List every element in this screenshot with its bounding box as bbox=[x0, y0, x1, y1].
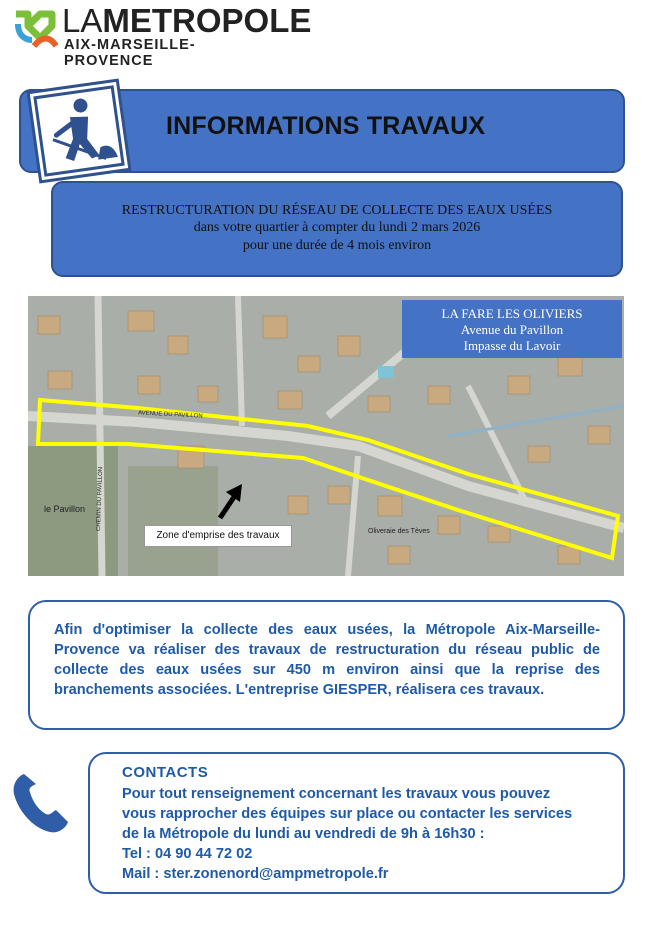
contacts-line1: Pour tout renseignement concernant les travaux vous pouvez bbox=[122, 786, 551, 802]
contacts-title: CONTACTS bbox=[122, 764, 209, 781]
location-street2: Impasse du Lavoir bbox=[463, 338, 561, 353]
logo-la: LA bbox=[62, 2, 103, 39]
contacts-line3: de la Métropole du lundi au vendredi de 9h à 16h30 : bbox=[122, 826, 485, 842]
location-title: LA FARE LES OLIVIERS bbox=[441, 306, 583, 321]
contacts-line2: vous rapprocher des équipes sur place ou contacter les services bbox=[122, 806, 573, 822]
description-text: Afin d'optimiser la collecte des eaux usées, la Métropole Aix-Marseille-Provence va réaliser des travaux de restructuration du réseau public de collecte des eaux usées sur 450 m environ ainsi que la reprise des branchements associées. L'entreprise GIESPER, réalisera ces travaux. bbox=[54, 622, 600, 698]
notice-line2: dans votre quartier à compter du lundi 2 mars 2026 bbox=[193, 220, 481, 235]
metropole-logo-icon bbox=[12, 6, 58, 52]
location-box bbox=[402, 300, 622, 358]
logo-subtitle: AIX-MARSEILLE-PROVENCE bbox=[64, 37, 196, 69]
label-chemin: CHEMIN DU PAVILLON bbox=[95, 466, 105, 532]
location-street1: Avenue du Pavillon bbox=[460, 322, 564, 337]
page-title: INFORMATIONS TRAVAUX bbox=[166, 112, 486, 140]
aerial-map bbox=[28, 296, 624, 576]
metropole-logo bbox=[12, 2, 312, 69]
notice-box bbox=[51, 181, 623, 277]
label-pavillon: le Pavillon bbox=[44, 504, 86, 514]
notice-line1: RESTRUCTURATION DU RÉSEAU DE COLLECTE DES EAUX USÉES bbox=[121, 203, 553, 218]
description-box bbox=[28, 600, 625, 730]
label-avenue: AVENUE DU PAVILLON bbox=[137, 410, 203, 420]
label-oliveraie: Oliveraie des Tèves bbox=[368, 528, 430, 535]
roadwork-sign-icon bbox=[24, 76, 134, 186]
contacts-box bbox=[88, 752, 625, 894]
notice-line3: pour une durée de 4 mois environ bbox=[242, 238, 432, 253]
zone-label: Zone d'emprise des travaux bbox=[144, 525, 292, 547]
phone-icon bbox=[10, 770, 72, 836]
contacts-mail[interactable]: Mail : ster.zonenord@ampmetropole.fr bbox=[122, 866, 389, 882]
contacts-tel[interactable]: Tel : 04 90 44 72 02 bbox=[122, 846, 253, 862]
logo-metropole: METROPOLE bbox=[102, 2, 312, 39]
contacts-body bbox=[122, 784, 602, 884]
